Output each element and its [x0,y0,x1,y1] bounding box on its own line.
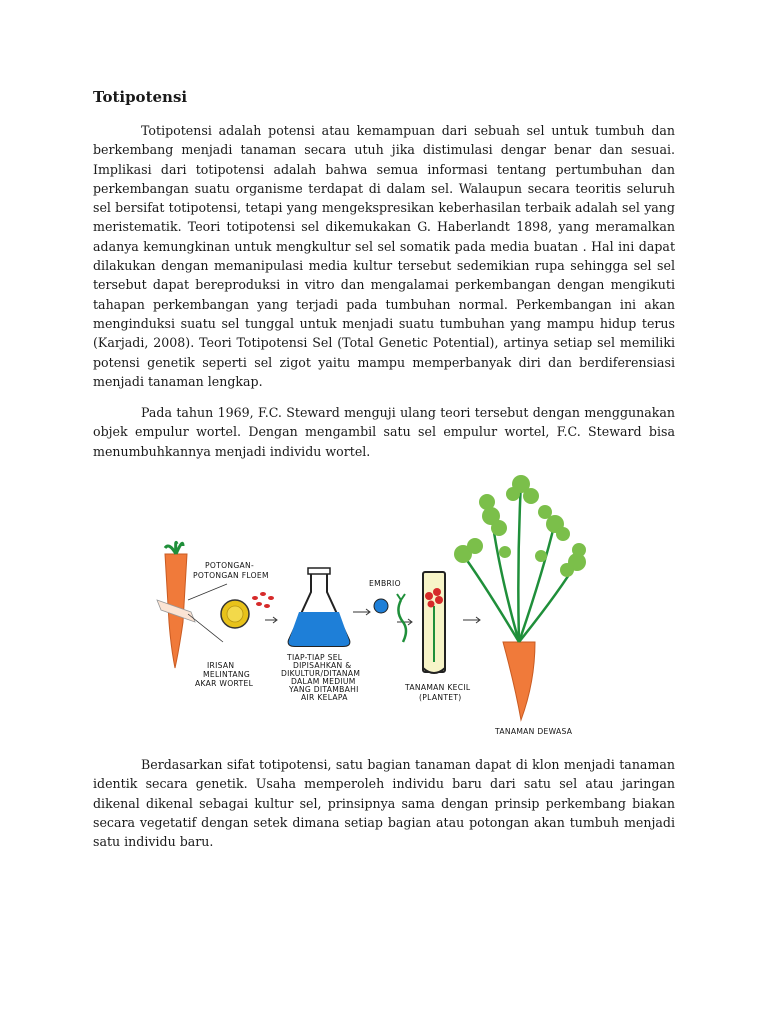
label-dewasa: TANAMAN DEWASA [495,727,573,736]
paragraph-3: Berdasarkan sifat totipotensi, satu bagian tanaman dapat di klon menjadi tanaman identik secara genetik. Usaha memperoleh individu baru dari satu sel atau jaringan dikenal dikenal sebagai kultur sel, prinsipnya sama dengan prinsip perkembang biakan secara vegetatif dengan setek dimana setiap bagian atau potongan akan tumbuh menjadi satu individu baru. [93,757,675,850]
paragraph-2: Pada tahun 1969, F.C. Steward menguji ulang teori tersebut dengan menggunakan objek empulur wortel. Dengan mengambil satu sel empulur wortel, F.C. Steward bisa menumbuhkannya menjadi individu wortel. [93,405,675,459]
label-tiap-4: DALAM MEDIUM [291,677,356,686]
label-tiap-5: YANG DITAMBAHI [289,685,359,694]
label-potongan-2: POTONGAN FLOEM [193,571,269,580]
carrot-tissue-culture-figure [143,472,589,740]
embryo-sprout-icon [397,594,406,642]
label-tiap-2: DIPISAHKAN & [293,661,352,670]
label-irisan-2: MELINTANG [203,670,251,679]
embryo-icon [374,599,388,613]
label-tiap-6: AIR KELAPA [301,693,348,702]
label-tiap-1: TIAP-TIAP SEL [287,653,343,662]
label-tiap-3: DIKULTUR/DITANAM [281,669,361,678]
label-potongan-1: POTONGAN- [205,561,255,570]
culture-flask-icon [289,568,350,646]
paragraph-1: Totipotensi adalah potensi atau kemampuan dari sebuah sel untuk tumbuh dan berkembang menjadi tanaman secara utuh jika distimulasi dengar benar dan sesuai. Implikasi dari totipotensi adalah bahwa semua informasi tentang pertumbuhan dan perkembangan suatu organisme terdapat di dalam sel. Walaupun secara teoritis seluruh sel bersifat totipotensi, tetapi yang mengekspresikan keberhasilan terbaik adalah sel yang meristematik. Teori totipotensi sel dikemukakan G. Haberlandt 1898, yang meramalkan adanya kemungkinan untuk mengkultur sel sel somatik pada media buatan . Hal ini dapat dilakukan dengan memanipulasi media kultur tersebut sedemikian rupa sehingga sel sel tersebut dapat bereproduksi in vitro dan mengalamai perkembangan dengan mengikuti tahapan perkembangan yang terjadi pada tumbuhan normal. Perkembangan ini akan menginduksi suatu sel tunggal untuk menjadi suatu tumbuhan yang mampu hidup terus (Karjadi, 2008). Teori Totipotensi Sel (Total Genetic Potential), artinya setiap sel memiliki potensi genetik seperti sel zigot yaitu mampu memperbanyak diri dan berdiferensiasi menjadi tanaman lengkap. [93,123,675,389]
test-tube-icon [423,572,445,673]
label-irisan-1: IRISAN [207,661,235,670]
carrot-piece-icon [157,542,195,668]
label-kecil-2: (PLANTET) [419,693,462,702]
label-kecil-1: TANAMAN KECIL [405,683,471,692]
document-title: Totipotensi [93,88,188,106]
cross-section-icon [221,600,249,628]
mature-carrot-icon [454,475,586,720]
phloem-cells-icon [252,592,274,608]
label-embrio: EMBRIO [369,579,401,588]
label-irisan-3: AKAR WORTEL [195,679,254,688]
